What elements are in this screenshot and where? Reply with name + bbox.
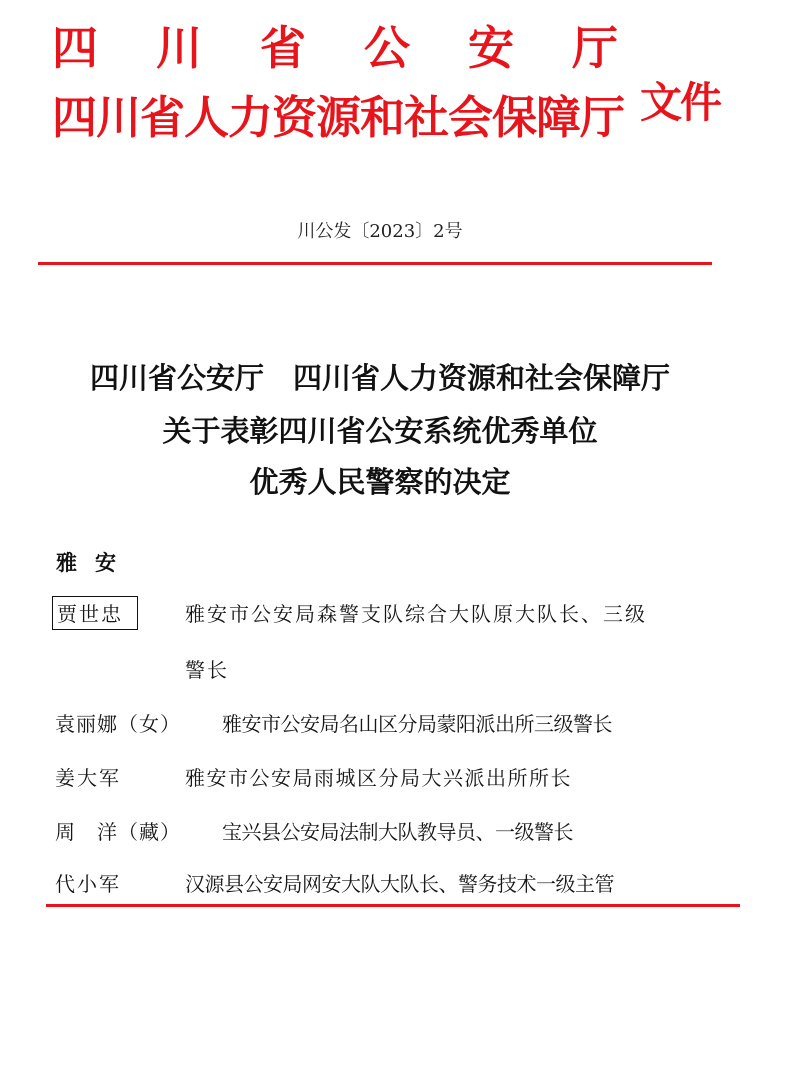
entry-description: 雅安市公安局名山区分局蒙阳派出所三级警长 xyxy=(222,712,612,736)
entry-description: 雅安市公安局雨城区分局大兴派出所所长 xyxy=(185,766,572,790)
entry-name: 袁丽娜（女） xyxy=(55,712,181,736)
entry-description: 汉源县公安局网安大队大队长、警务技术一级主管 xyxy=(185,872,614,896)
entry-description: 雅安市公安局森警支队综合大队原大队长、三级 xyxy=(185,602,647,626)
document-title-line-3: 优秀人民警察的决定 xyxy=(249,465,511,499)
entry-name: 姜大军 xyxy=(55,766,121,790)
entry-name: 周 洋（藏） xyxy=(55,820,181,844)
entry-description: 宝兴县公安局法制大队教导员、一级警长 xyxy=(222,820,573,844)
red-divider-bottom xyxy=(46,904,740,907)
entry-name: 贾世忠 xyxy=(57,602,123,626)
section-heading-yaan: 雅安 xyxy=(56,550,134,575)
document-title-line-1: 四川省公安厅 四川省人力资源和社会保障厅 xyxy=(89,361,670,395)
issuer-public-security-department: 四川省公安厅 xyxy=(52,21,676,75)
document-type-label: 文件 xyxy=(640,78,721,127)
document-title-line-2: 关于表彰四川省公安系统优秀单位 xyxy=(162,414,598,448)
red-divider-top xyxy=(38,262,712,265)
issuer-human-resources-department: 四川省人力资源和社会保障厅 xyxy=(52,91,625,144)
entry-description-continued: 警长 xyxy=(185,658,229,682)
entry-name: 代小军 xyxy=(55,872,121,896)
document-number: 川公发〔2023〕2号 xyxy=(297,221,463,242)
